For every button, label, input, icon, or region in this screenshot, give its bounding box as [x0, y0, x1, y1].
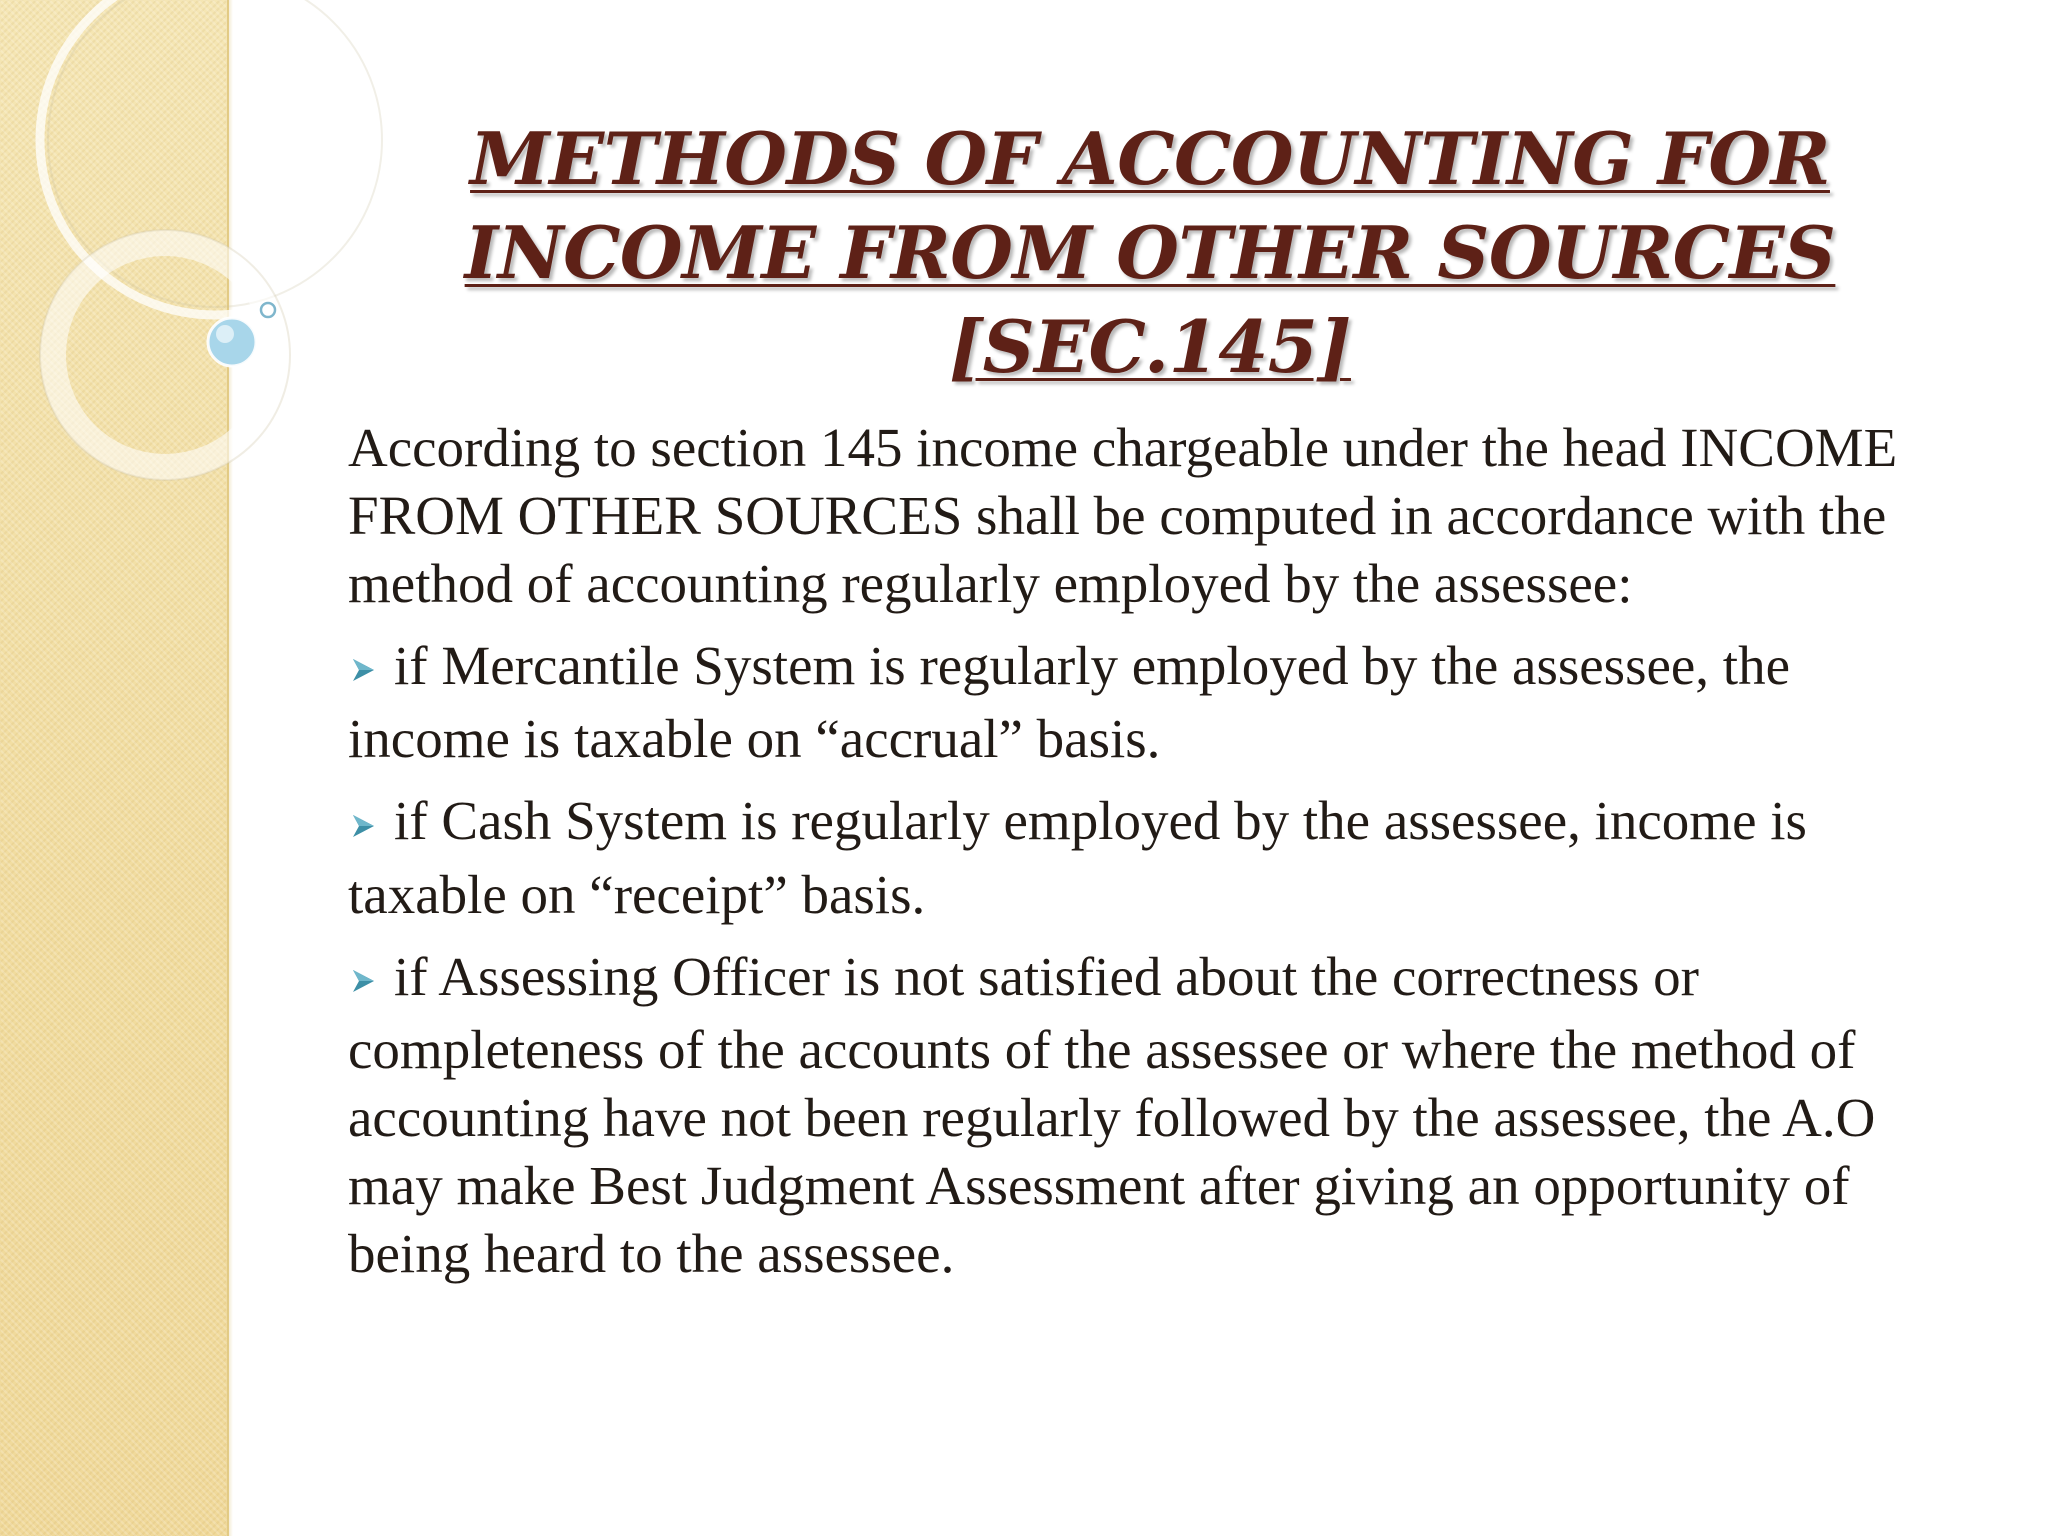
bullet-item-assessing-officer — [348, 943, 1948, 1288]
arrow-bullet-icon — [348, 944, 382, 1012]
bullet-item-mercantile — [348, 632, 1948, 773]
slide-title — [420, 112, 1880, 394]
side-panel-texture — [0, 0, 229, 1536]
slide-body — [348, 414, 1948, 1302]
side-panel-edge — [227, 0, 233, 1536]
bullet-text-cash: if Cash System is regularly employed by the assessee, income is taxable on “receipt” basis. — [348, 790, 1807, 925]
title-line-1: METHODS OF ACCOUNTING FOR — [470, 116, 1830, 201]
small-bubble-icon — [261, 303, 275, 317]
bullet-item-cash — [348, 787, 1948, 928]
arrow-bullet-icon — [348, 789, 382, 857]
bullet-text-assessing-officer: if Assessing Officer is not satisfied about the correctness or completeness of the accounts of the assessee or where the method of accounting have not been regularly followed by the assessee, the A.O may make Best Judgment Assessment after giving an opportunity of being heard to the assessee. — [348, 945, 1876, 1285]
arrow-bullet-icon — [348, 633, 382, 701]
title-line-3: [SEC.145] — [949, 304, 1351, 389]
intro-paragraph: According to section 145 income chargeable under the head INCOME FROM OTHER SOURCES shall be computed in accordance with the method of accounting regularly employed by the assessee: — [348, 417, 1898, 614]
bullet-text-mercantile: if Mercantile System is regularly employed by the assessee, the income is taxable on “accrual” basis. — [348, 635, 1791, 770]
title-line-2: INCOME FROM OTHER SOURCES — [464, 210, 1836, 295]
